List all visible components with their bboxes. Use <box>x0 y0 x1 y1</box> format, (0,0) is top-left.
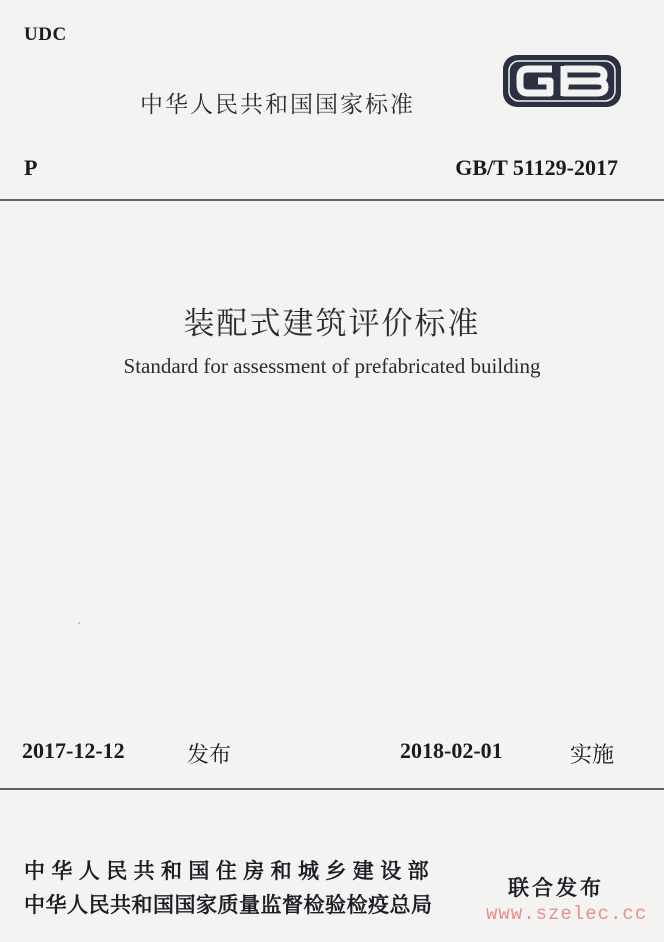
watermark-url: www.szelec.cc <box>486 903 648 925</box>
title-chinese: 装配式建筑评价标准 <box>183 306 481 342</box>
standard-number: GB/T 51129-2017 <box>455 155 618 180</box>
joint-issue-label: 联合发布 <box>508 876 604 900</box>
issuer-quality-administration: 中华人民共和国国家质量监督检验检疫总局 <box>24 893 433 917</box>
divider-bottom <box>0 788 664 790</box>
udc-label: UDC <box>24 24 67 45</box>
divider-top <box>0 199 664 201</box>
category-code: P <box>24 155 38 180</box>
issuer-ministry-housing: 中华人民共和国住房和城乡建设部 <box>24 859 435 883</box>
issue-date: 2017-12-12 <box>22 738 125 763</box>
speck <box>78 622 80 624</box>
title-english: Standard for assessment of prefabricated building <box>123 354 541 378</box>
implementation-label: 实施 <box>570 743 615 768</box>
national-standard-heading: 中华人民共和国国家标准 <box>140 92 415 118</box>
gb-logo-icon <box>500 52 624 110</box>
implementation-date: 2018-02-01 <box>400 738 503 763</box>
issue-label: 发布 <box>187 743 232 768</box>
